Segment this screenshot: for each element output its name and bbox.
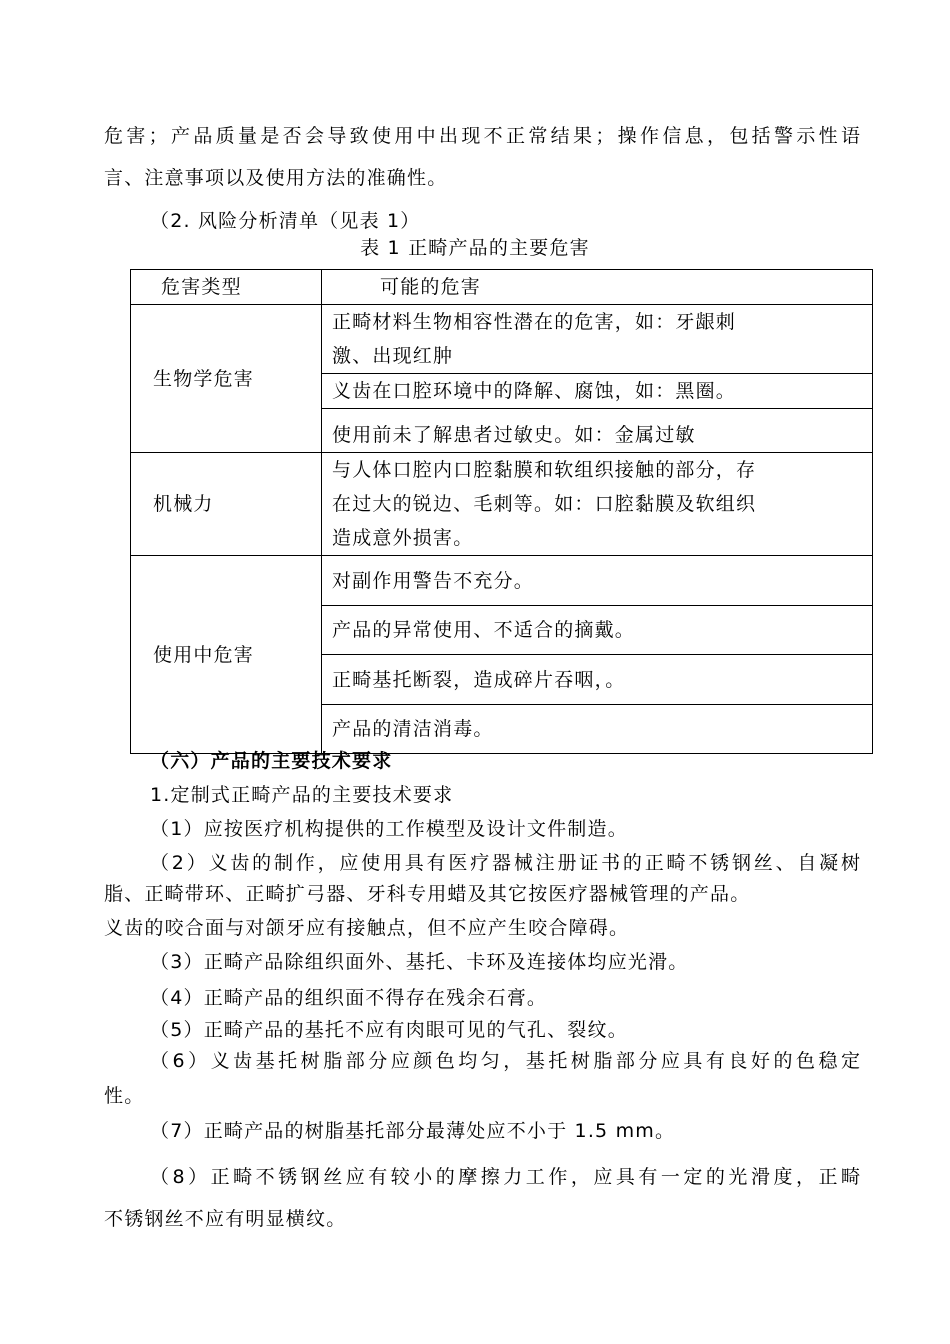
hazard-table	[130, 269, 873, 754]
table-row	[131, 305, 873, 374]
paragraph-7: （7）正畸产品的树脂基托部分最薄处应不小于 1.5 mm。	[150, 1120, 676, 1142]
hazard-cell: 产品的清洁消毒。	[322, 705, 873, 754]
paragraph-2-line-2: 脂、正畸带环、正畸扩弓器、牙科专用蜡及其它按医疗器械管理的产品。	[104, 883, 751, 905]
intro-line-1: 危害；产品质量是否会导致使用中出现不正常结果；操作信息，包括警示性语	[104, 125, 860, 147]
risk-list-heading: （2. 风险分析清单（见表 1）	[150, 210, 421, 232]
table-row	[131, 453, 873, 556]
header-possible-hazard: 可能的危害	[322, 270, 873, 305]
hazard-line: 正畸材料生物相容性潜在的危害，如：牙龈刺	[332, 311, 737, 333]
category-cell: 生物学危害	[131, 305, 322, 453]
subsection-heading: 1.定制式正畸产品的主要技术要求	[150, 784, 454, 806]
paragraph-6-line-2: 性。	[104, 1085, 145, 1107]
hazard-cell: 正畸基托断裂，造成碎片吞咽，。	[322, 655, 873, 705]
paragraph-8-line-1: （8）正畸不锈钢丝应有较小的摩擦力工作，应具有一定的光滑度，正畸	[150, 1166, 860, 1188]
category-cell: 使用中危害	[131, 556, 322, 754]
paragraph-3: （3）正畸产品除组织面外、基托、卡环及连接体均应光滑。	[150, 951, 689, 973]
category-cell: 机械力	[131, 453, 322, 556]
hazard-cell: 使用前未了解患者过敏史。如：金属过敏	[322, 409, 873, 453]
table-header-row	[131, 270, 873, 305]
hazard-cell	[322, 305, 873, 374]
paragraph-2-line-1: （2）义齿的制作，应使用具有医疗器械注册证书的正畸不锈钢丝、自凝树	[150, 852, 860, 874]
header-hazard-type: 危害类型	[131, 270, 322, 305]
section-heading: （六）产品的主要技术要求	[150, 750, 393, 772]
paragraph-2-line-3: 义齿的咬合面与对颌牙应有接触点，但不应产生咬合障碍。	[104, 917, 630, 939]
hazard-line: 在过大的锐边、毛刺等。如：口腔黏膜及软组织	[332, 493, 757, 515]
hazard-line: 与人体口腔内口腔黏膜和软组织接触的部分，存	[332, 459, 757, 481]
hazard-cell: 产品的异常使用、不适合的摘戴。	[322, 606, 873, 655]
hazard-cell: 义齿在口腔环境中的降解、腐蚀，如：黑圈。	[322, 374, 873, 409]
table-row	[131, 556, 873, 606]
paragraph-5: （5）正畸产品的基托不应有肉眼可见的气孔、裂纹。	[150, 1019, 628, 1041]
hazard-line: 造成意外损害。	[332, 527, 474, 549]
paragraph-4: （4）正畸产品的组织面不得存在残余石膏。	[150, 987, 548, 1009]
intro-line-2: 言、注意事项以及使用方法的准确性。	[104, 167, 448, 189]
paragraph-6-line-1: （6）义齿基托树脂部分应颜色均匀，基托树脂部分应具有良好的色稳定	[150, 1050, 860, 1072]
hazard-line: 激、出现红肿	[332, 345, 454, 367]
hazard-cell	[322, 453, 873, 556]
paragraph-1: （1）应按医疗机构提供的工作模型及设计文件制造。	[150, 818, 628, 840]
hazard-cell: 对副作用警告不充分。	[322, 556, 873, 606]
paragraph-8-line-2: 不锈钢丝不应有明显横纹。	[104, 1208, 347, 1230]
table-caption: 表 1 正畸产品的主要危害	[360, 237, 590, 259]
